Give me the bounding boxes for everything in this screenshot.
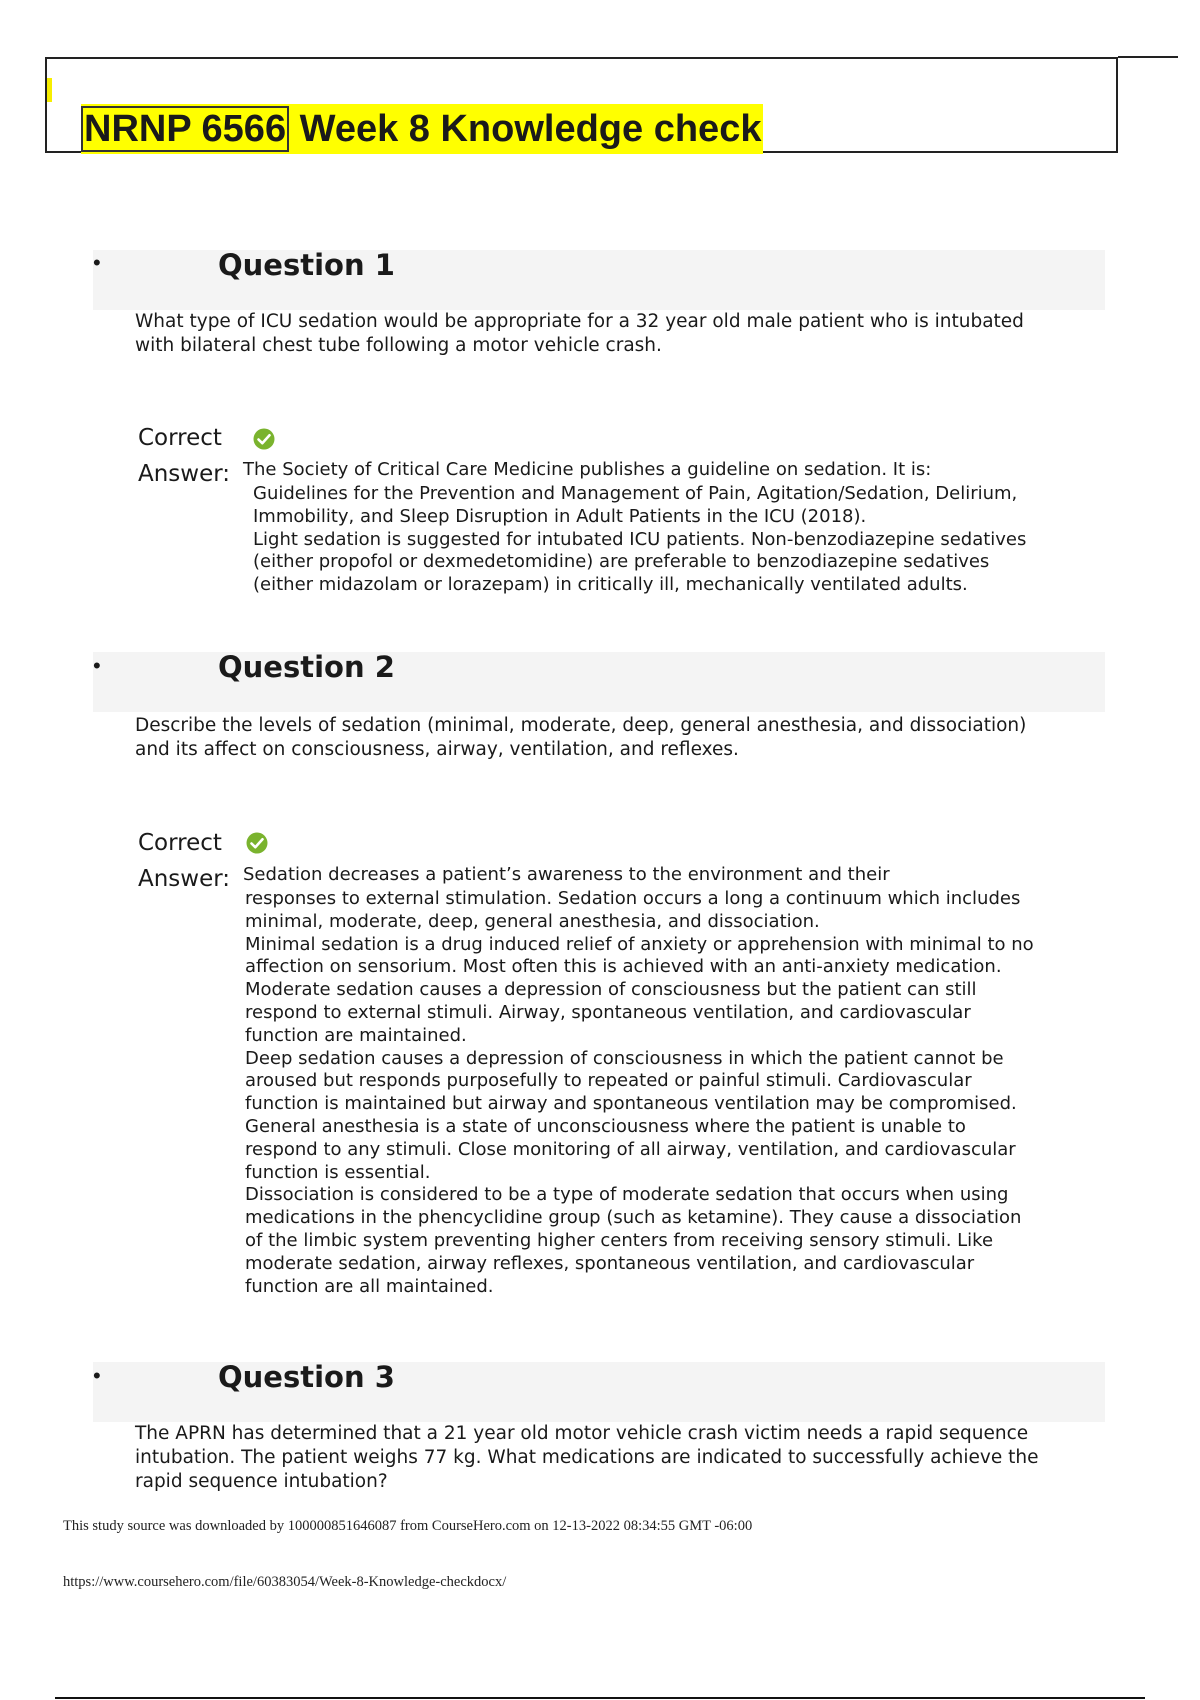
question-1-answer-first-line: The Society of Critical Care Medicine publishes a guideline on sedation. It is: bbox=[243, 459, 932, 480]
question-2-title: Question 2 bbox=[218, 650, 395, 684]
course-code: NRNP 6566 bbox=[81, 106, 289, 152]
page-title bbox=[81, 104, 763, 154]
question-2-text: Describe the levels of sedation (minimal, moderate, deep, general anesthesia, and dissociation) and its affect on consciousness, airway, ventilation, and reflexes. bbox=[135, 715, 1027, 760]
question-2-answer-first-line: Sedation decreases a patient’s awareness to the environment and their bbox=[243, 864, 890, 885]
answer-paragraph: Light sedation is suggested for intubated ICU patients. Non-benzodiazepine sedatives (either propofol or dexmedetomidine) are preferable to benzodiazepine sedatives (either midazolam or lorazepam) in critically ill, mechanically ventilated adults. bbox=[253, 528, 1027, 596]
question-1-answer bbox=[253, 483, 1033, 597]
correct-check-icon bbox=[253, 428, 275, 450]
answer-label: Answer: bbox=[138, 866, 231, 892]
answer-paragraph: responses to external stimulation. Sedation occurs a long a continuum which includes minimal, moderate, deep, general anesthesia, and dissociation. bbox=[245, 888, 1021, 932]
answer-paragraph: General anesthesia is a state of unconsciousness where the patient is unable to respond to any stimuli. Close monitoring of all airway, ventilation, and cardiovascular function is essential. bbox=[245, 1115, 1016, 1183]
page-bottom-rule bbox=[55, 1697, 1145, 1699]
question-2-status: Correct bbox=[138, 830, 222, 856]
bullet-icon: • bbox=[93, 653, 101, 678]
bullet-icon: • bbox=[93, 250, 101, 275]
question-3-text: The APRN has determined that a 21 year old motor vehicle crash victim needs a rapid sequence intubation. The patient weighs 77 kg. What medications are indicated to successfully achieve the rapid sequence intubation? bbox=[135, 1423, 1039, 1492]
bullet-icon: • bbox=[93, 1363, 101, 1388]
correct-check-icon bbox=[246, 832, 268, 854]
answer-paragraph: Guidelines for the Prevention and Management of Pain, Agitation/Sedation, Delirium, Immobility, and Sleep Disruption in Adult Patients in the ICU (2018). bbox=[253, 483, 1018, 527]
title-text: Week 8 Knowledge check bbox=[289, 108, 762, 150]
source-url[interactable]: https://www.coursehero.com/file/60383054/Week-8-Knowledge-checkdocx/ bbox=[63, 1574, 507, 1590]
title-rule bbox=[1118, 56, 1178, 58]
question-1-status: Correct bbox=[138, 425, 222, 451]
answer-paragraph: Deep sedation causes a depression of consciousness in which the patient cannot be aroused but responds purposefully to repeated or painful stimuli. Cardiovascular function is maintained but airway and spontaneous ventilation may be compromised. bbox=[245, 1047, 1017, 1115]
download-source-notice: This study source was downloaded by 100000851646087 from CourseHero.com on 12-13-2022 08:34:55 GMT -06:00 bbox=[63, 1518, 753, 1534]
title-marker bbox=[47, 78, 52, 102]
answer-paragraph: Dissociation is considered to be a type of moderate sedation that occurs when using medications in the phencyclidine group (such as ketamine). They cause a dissociation of the limbic system preventing higher centers from receiving sensory stimuli. Like moderate sedation, airway reflexes, spontaneous ventilation, and cardiovascular function are all maintained. bbox=[245, 1184, 1022, 1297]
question-1-text: What type of ICU sedation would be appropriate for a 32 year old male patient who is intubated with bilateral chest tube following a motor vehicle crash. bbox=[135, 311, 1024, 356]
answer-label: Answer: bbox=[138, 461, 231, 487]
answer-paragraph: Minimal sedation is a drug induced relief of anxiety or apprehension with minimal to no affection on sensorium. Most often this is achieved with an anti-anxiety medication. bbox=[245, 933, 1034, 978]
answer-paragraph: Moderate sedation causes a depression of consciousness but the patient can still respond to external stimuli. Airway, spontaneous ventilation, and cardiovascular function are maintained. bbox=[245, 979, 977, 1046]
question-3-title: Question 3 bbox=[218, 1360, 395, 1394]
question-1-title: Question 1 bbox=[218, 248, 395, 282]
question-2-answer bbox=[245, 888, 1040, 1298]
